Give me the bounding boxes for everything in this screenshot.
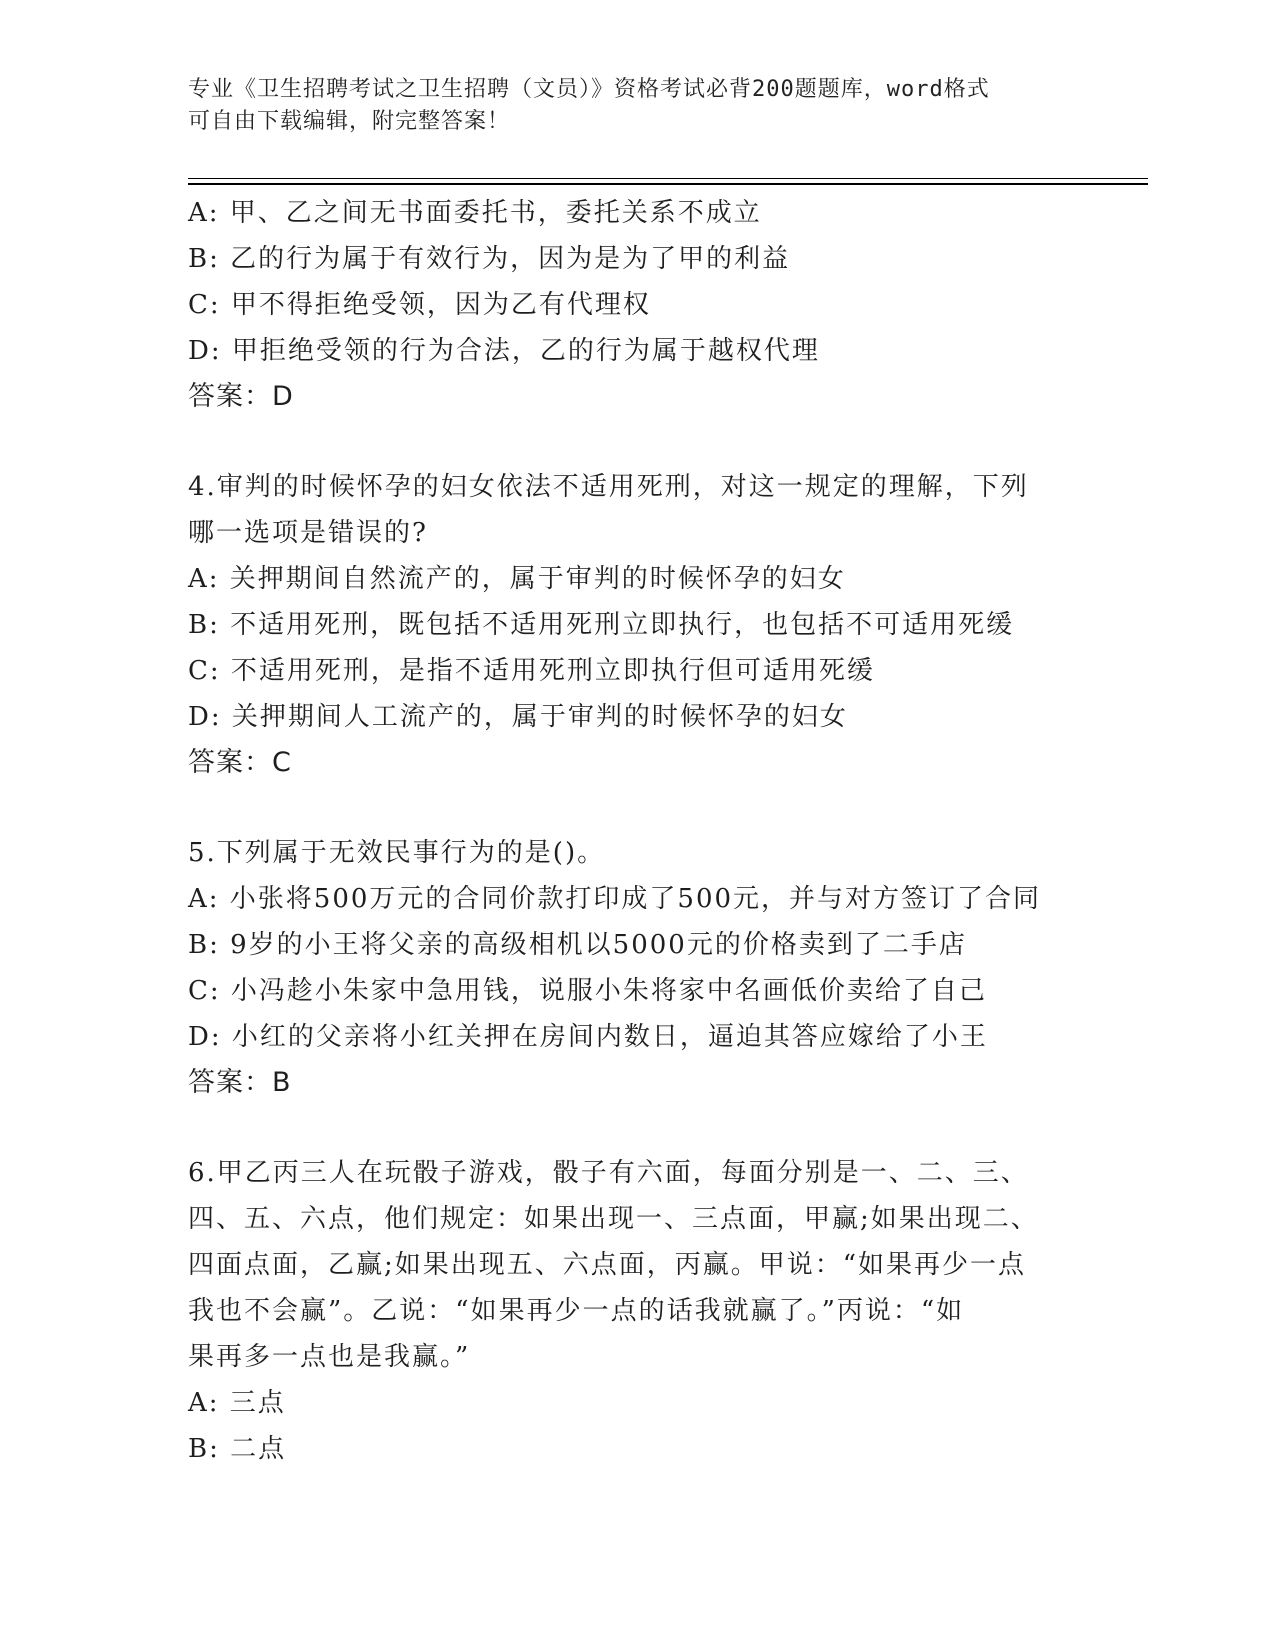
spacer bbox=[188, 1106, 1088, 1150]
question-stem: 哪一选项是错误的? bbox=[188, 518, 428, 548]
question-5 bbox=[188, 830, 1088, 1106]
option-d: D: 甲拒绝受领的行为合法，乙的行为属于越权代理 bbox=[188, 336, 820, 366]
option-b: B: 乙的行为属于有效行为，因为是为了甲的利益 bbox=[188, 244, 791, 274]
option-b: B: 不适用死刑，既包括不适用死刑立即执行，也包括不可适用死缓 bbox=[188, 610, 1015, 640]
option-a: A: 小张将500万元的合同价款打印成了500元，并与对方签订了合同 bbox=[188, 884, 1042, 914]
option-c: C: 甲不得拒绝受领，因为乙有代理权 bbox=[188, 290, 651, 320]
header-title-line-1: 专业《卫生招聘考试之卫生招聘（文员）》资格考试必背200题题库，word格式 bbox=[188, 77, 990, 102]
answer-line: 答案：B bbox=[188, 1067, 292, 1098]
option-a: A: 甲、乙之间无书面委托书，委托关系不成立 bbox=[188, 198, 762, 228]
answer-line: 答案：C bbox=[188, 747, 292, 778]
header-divider-thin bbox=[188, 178, 1148, 179]
option-b: B: 二点 bbox=[188, 1434, 287, 1464]
option-c: C: 不适用死刑，是指不适用死刑立即执行但可适用死缓 bbox=[188, 656, 875, 686]
question-3-options bbox=[188, 190, 1088, 420]
question-stem: 4.审判的时候怀孕的妇女依法不适用死刑，对这一规定的理解，下列 bbox=[188, 472, 1029, 502]
question-stem: 5.下列属于无效民事行为的是()。 bbox=[188, 838, 606, 868]
option-d: D: 小红的父亲将小红关押在房间内数日，逼迫其答应嫁给了小王 bbox=[188, 1022, 988, 1052]
question-stem: 四面点面，乙赢;如果出现五、六点面，丙赢。甲说：“如果再少一点 bbox=[188, 1250, 1027, 1280]
option-a: A: 三点 bbox=[188, 1388, 286, 1418]
question-stem: 6.甲乙丙三人在玩骰子游戏，骰子有六面，每面分别是一、二、三、 bbox=[188, 1158, 1029, 1188]
option-d: D: 关押期间人工流产的，属于审判的时候怀孕的妇女 bbox=[188, 702, 848, 732]
option-a: A: 关押期间自然流产的，属于审判的时候怀孕的妇女 bbox=[188, 564, 846, 594]
header-title-line-2: 可自由下载编辑，附完整答案！ bbox=[188, 109, 511, 134]
document-body bbox=[188, 190, 1088, 1472]
question-6 bbox=[188, 1150, 1088, 1472]
question-4 bbox=[188, 464, 1088, 786]
answer-line: 答案：D bbox=[188, 381, 294, 412]
spacer bbox=[188, 786, 1088, 830]
option-b: B: 9岁的小王将父亲的高级相机以5000元的价格卖到了二手店 bbox=[188, 930, 967, 960]
question-stem: 四、五、六点，他们规定：如果出现一、三点面，甲赢;如果出现二、 bbox=[188, 1204, 1039, 1234]
question-stem: 果再多一点也是我赢。” bbox=[188, 1342, 471, 1372]
header-divider-thick bbox=[188, 183, 1148, 185]
option-c: C: 小冯趁小朱家中急用钱，说服小朱将家中名画低价卖给了自己 bbox=[188, 976, 987, 1006]
question-stem: 我也不会赢”。乙说：“如果再少一点的话我就赢了。”丙说：“如 bbox=[188, 1296, 965, 1326]
document-header bbox=[188, 74, 1068, 138]
spacer bbox=[188, 420, 1088, 464]
